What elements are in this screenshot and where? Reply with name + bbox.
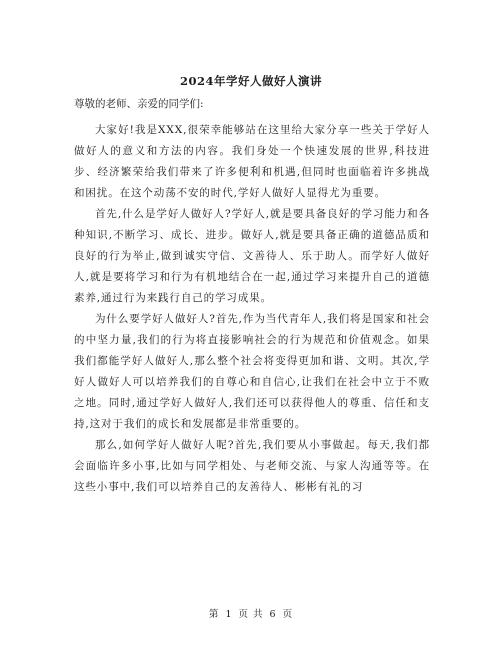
paragraph-2: 首先,什么是学好人做好人?学好人,就是要具备良好的学习能力和各种知识,不断学习、成长、进步。做好人,就是要具备正确的道德品质和良好的行为举止,做到诚实守信、文善待人、乐于助人。而学好人做好人,就是要将学习和行为有机地结合在一起,通过学习来提升自己的道德素养,通过行为来践行自己的学习成果。 [74,208,430,304]
page-footer [0,606,502,620]
salutation: 尊敬的老师、亲爱的同学们: [74,98,204,110]
paragraph-4: 那么,如何学好人做好人呢?首先,我们要从小事做起。每天,我们都会面临许多小事,比如与同学相处、与老师交流、与家人沟通等等。在这些小事中,我们可以培养自己的友善待人、彬彬有礼的习 [74,439,430,493]
footer-prefix: 第 [208,609,220,620]
page-total: 6 [269,609,277,620]
document-title: 2024年学好人做好人演讲 [179,74,322,88]
page-number: 1 [225,609,233,620]
paragraph-3: 为什么要学好人做好人?首先,作为当代青年人,我们将是国家和社会的中坚力量,我们的行为将直接影响社会的行为规范和价值观念。如果我们都能学好人做好人,那么整个社会将变得更加和谐、文明。其次,学好人做好人可以培养我们的自尊心和自信心,让我们在社会中立于不败之地。同时,通过学好人做好人,我们还可以获得他人的尊重、信任和支持,这对于我们的成长和发展都是非常重要的。 [74,313,430,430]
paragraph-1: 大家好!我是XXX,很荣幸能够站在这里给大家分享一些关于学好人做好人的意义和方法的内容。我们身处一个快速发展的世界,科技进步、经济繁荣给我们带来了许多便利和机遇,但同时也面临着许多挑战和困扰。在这个动荡不安的时代,学好人做好人显得尤为重要。 [74,124,430,199]
footer-suffix: 页 [282,609,294,620]
document-body [74,120,430,498]
footer-middle: 页 共 [238,609,264,620]
